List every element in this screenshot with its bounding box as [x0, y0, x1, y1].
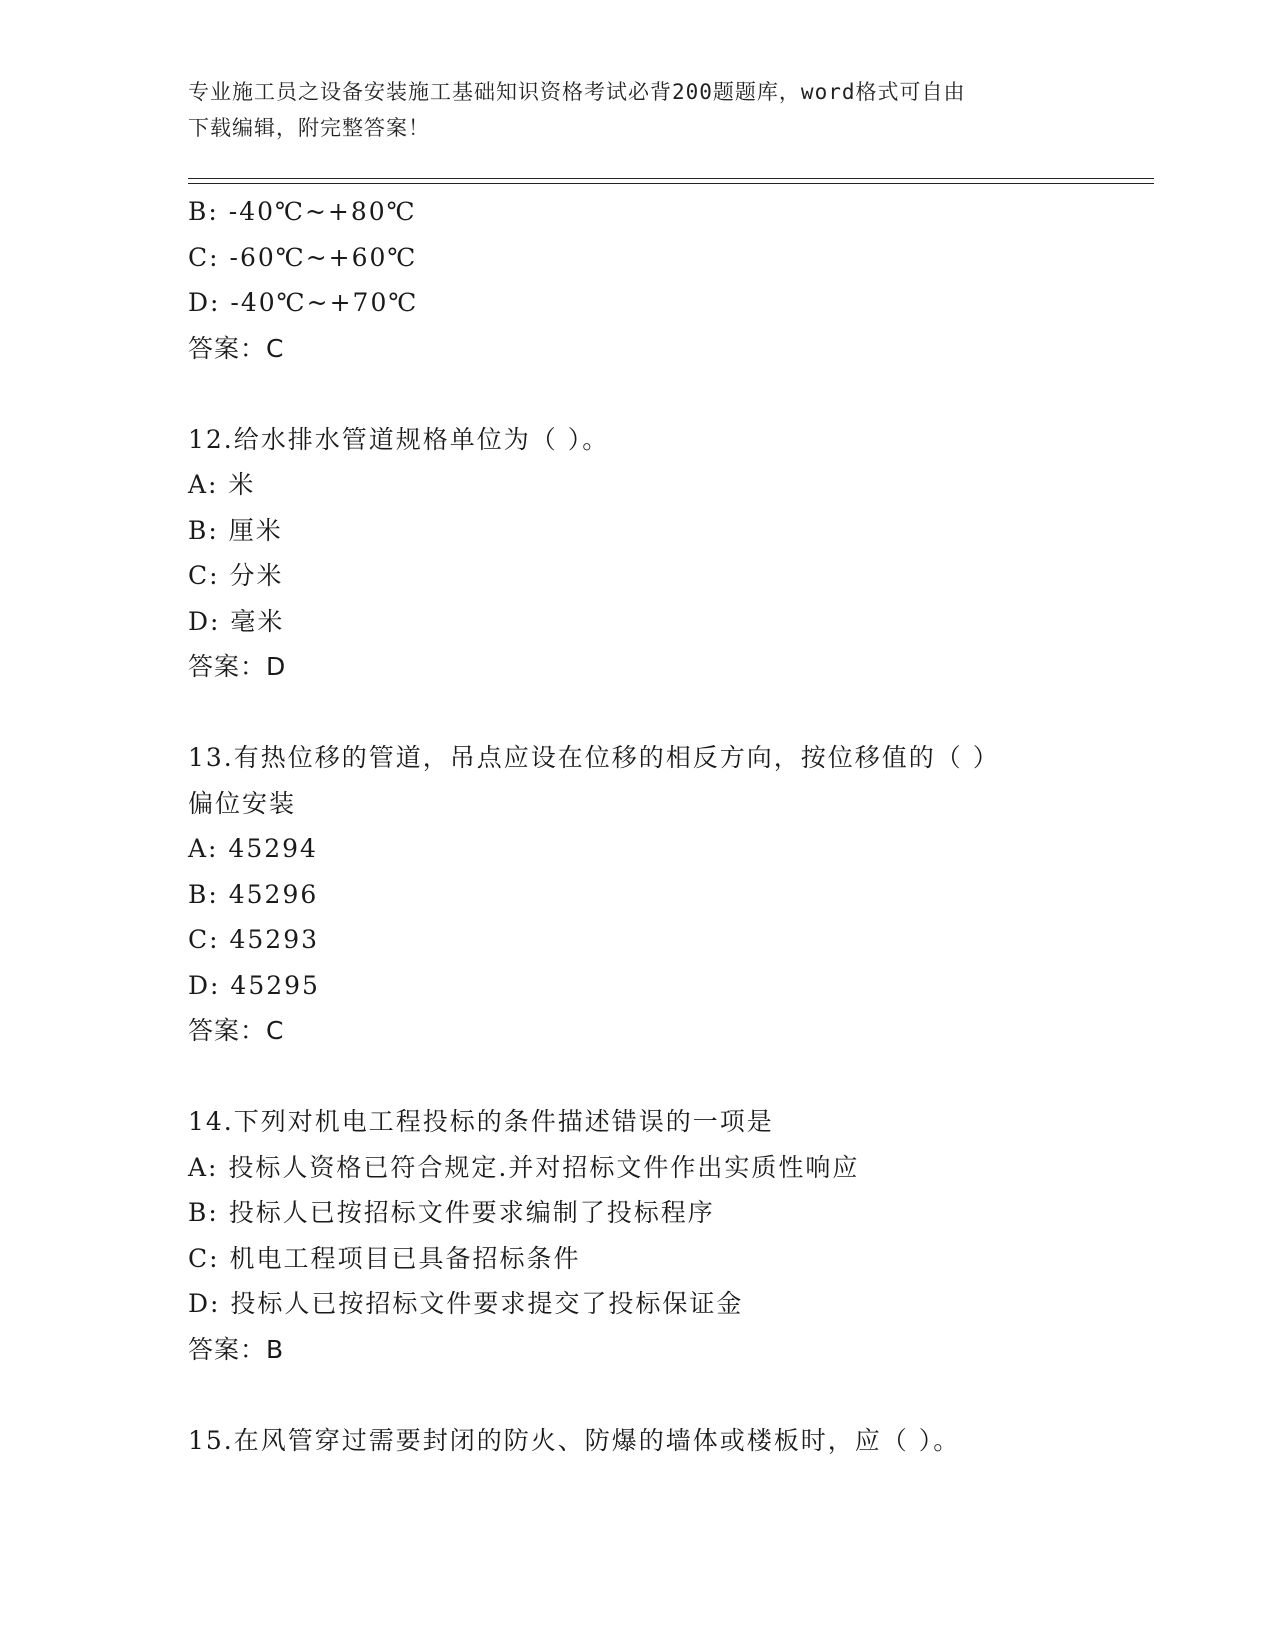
q14-option-a: A: 投标人资格已符合规定.并对招标文件作出实质性响应 — [188, 1152, 860, 1182]
q12-option-c: C: 分米 — [188, 561, 284, 590]
q12-option-d: D: 毫米 — [188, 606, 285, 636]
spacer — [188, 1054, 1154, 1100]
q11-option-c: C: -60℃~+60℃ — [188, 242, 418, 272]
q14-answer: 答案：B — [188, 1334, 285, 1364]
q14-option-b: B: 投标人已按招标文件要求编制了投标程序 — [188, 1198, 715, 1227]
q14-option-d: D: 投标人已按招标文件要求提交了投标保证金 — [188, 1289, 744, 1318]
q12-option-a: A: 米 — [188, 470, 256, 499]
document-header — [188, 74, 1068, 146]
header-rule-top — [188, 178, 1154, 179]
q12-option-b: B: 厘米 — [188, 515, 283, 545]
q13-option-c: C: 45293 — [188, 925, 320, 954]
spacer — [188, 690, 1154, 736]
q14-option-c: C: 机电工程项目已具备招标条件 — [188, 1243, 581, 1273]
spacer — [188, 1372, 1154, 1418]
q13-option-d: D: 45295 — [188, 970, 320, 1000]
q11-option-d: D: -40℃~+70℃ — [188, 288, 419, 317]
q11-answer: 答案：C — [188, 333, 285, 363]
q11-option-b: B: -40℃~+80℃ — [188, 197, 417, 226]
q13-answer: 答案：C — [188, 1016, 285, 1045]
header-line-1: 专业施工员之设备安装施工基础知识资格考试必背200题题库，word格式可自由 — [188, 80, 966, 104]
header-line-2: 下载编辑，附完整答案！ — [188, 116, 430, 140]
q13-option-b: B: 45296 — [188, 879, 319, 909]
q14-question: 14.下列对机电工程投标的条件描述错误的一项是 — [188, 1107, 774, 1136]
q13-question-line-1: 13.有热位移的管道，吊点应设在位移的相反方向，按位移值的（ ） — [188, 743, 1000, 772]
question-list — [188, 189, 1154, 1463]
spacer — [188, 371, 1154, 417]
q13-question-line-2: 偏位安装 — [188, 788, 297, 818]
q12-question: 12.给水排水管道规格单位为（ ）。 — [188, 424, 610, 454]
q15-question: 15.在风管穿过需要封闭的防火、防爆的墙体或楼板时，应（ ）。 — [188, 1425, 961, 1455]
header-rule-bottom — [188, 183, 1154, 184]
q13-option-a: A: 45294 — [188, 834, 318, 863]
q12-answer: 答案：D — [188, 652, 287, 681]
